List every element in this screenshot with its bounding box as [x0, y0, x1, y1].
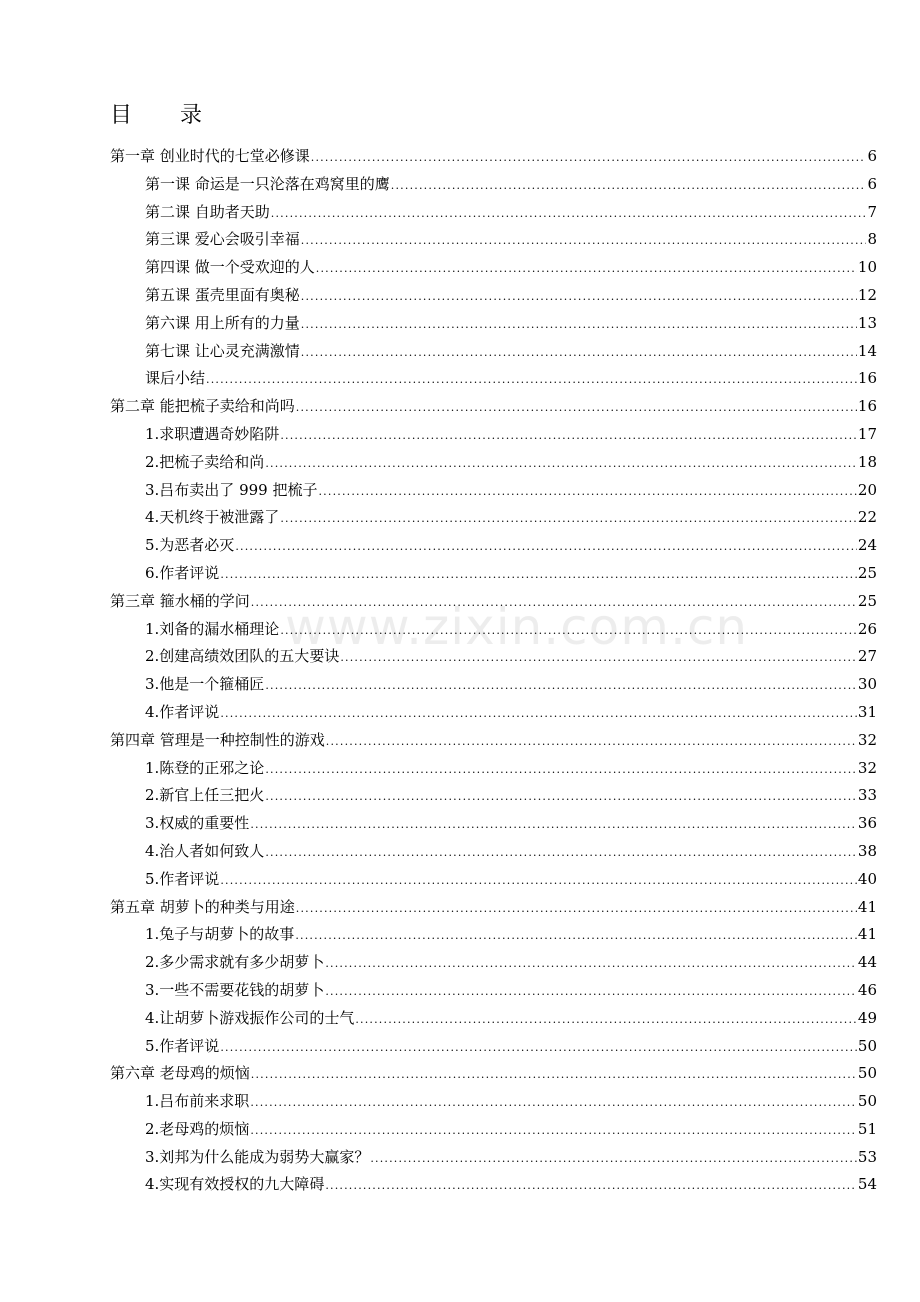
toc-page-number: 36 — [857, 814, 877, 833]
toc-section-entry[interactable] — [110, 560, 877, 588]
toc-leader-dots — [296, 394, 857, 422]
title-char-2: 录 — [180, 103, 203, 128]
toc-leader-dots — [265, 839, 857, 867]
toc-page-number: 49 — [857, 1008, 877, 1027]
toc-section-entry[interactable] — [110, 171, 877, 199]
toc-page-number: 44 — [857, 953, 877, 972]
toc-page-number: 30 — [857, 675, 877, 694]
toc-section-entry[interactable] — [110, 449, 877, 477]
toc-section-entry[interactable] — [110, 949, 877, 977]
toc-page-number: 24 — [857, 536, 877, 555]
toc-page-number: 50 — [857, 1036, 877, 1055]
title-char-1: 目 — [110, 103, 133, 128]
toc-page-number: 40 — [857, 869, 877, 888]
toc-section-entry[interactable] — [110, 977, 877, 1005]
toc-section-entry[interactable] — [110, 838, 877, 866]
toc-entry-label: 2.老母鸡的烦恼 — [145, 1119, 250, 1138]
toc-section-entry[interactable] — [110, 1005, 877, 1033]
toc-page-number: 17 — [857, 424, 877, 443]
toc-page-number: 31 — [857, 702, 877, 721]
toc-entry-label: 第七课 让心灵充满激情 — [145, 341, 300, 360]
toc-chapter-entry[interactable] — [110, 1060, 877, 1088]
toc-entry-label: 2.多少需求就有多少胡萝卜 — [145, 953, 325, 972]
toc-section-entry[interactable] — [110, 477, 877, 505]
toc-entry-label: 3.权威的重要性 — [145, 814, 250, 833]
toc-leader-dots — [280, 505, 857, 533]
toc-page-number: 25 — [857, 591, 877, 610]
toc-page-number: 6 — [867, 174, 877, 193]
toc-entry-label: 第四课 做一个受欢迎的人 — [145, 258, 315, 277]
toc-chapter-entry[interactable] — [110, 894, 877, 922]
toc-leader-dots — [265, 756, 857, 784]
toc-section-entry[interactable] — [110, 755, 877, 783]
toc-page-number: 8 — [867, 230, 877, 249]
toc-leader-dots — [340, 644, 857, 672]
toc-entry-label: 4.实现有效授权的九大障碍 — [145, 1175, 325, 1194]
toc-entry-label: 1.陈登的正邪之论 — [145, 758, 265, 777]
toc-leader-dots — [318, 478, 856, 506]
toc-entry-label: 4.让胡萝卜游戏振作公司的士气 — [145, 1008, 355, 1027]
toc-entry-label: 4.治人者如何致人 — [145, 841, 265, 860]
table-of-contents — [110, 143, 877, 1199]
toc-leader-dots — [265, 783, 857, 811]
toc-section-entry[interactable] — [110, 226, 877, 254]
toc-page-number: 32 — [857, 730, 877, 749]
toc-page-number: 38 — [857, 841, 877, 860]
toc-leader-dots — [391, 172, 867, 200]
toc-leader-dots — [301, 311, 857, 339]
toc-chapter-entry[interactable] — [110, 588, 877, 616]
toc-entry-label: 第二课 自助者天助 — [145, 202, 270, 221]
toc-entry-label: 5.作者评说 — [145, 869, 220, 888]
toc-entry-label: 3.一些不需要花钱的胡萝卜 — [145, 980, 325, 999]
toc-section-entry[interactable] — [110, 254, 877, 282]
toc-leader-dots — [265, 672, 857, 700]
toc-chapter-entry[interactable] — [110, 143, 877, 171]
toc-entry-label: 3.他是一个箍桶匠 — [145, 675, 265, 694]
toc-entry-label: 2.新官上任三把火 — [145, 786, 265, 805]
toc-leader-dots — [316, 255, 857, 283]
watermark: www.zixin.com.cn — [285, 598, 749, 656]
toc-entry-label: 第六章 老母鸡的烦恼 — [110, 1064, 250, 1083]
toc-entry-label: 1.求职遭遇奇妙陷阱 — [145, 424, 280, 443]
toc-entry-label: 1.吕布前来求职 — [145, 1092, 250, 1111]
toc-leader-dots — [370, 1145, 857, 1173]
toc-leader-dots — [325, 978, 857, 1006]
toc-entry-label: 课后小结 — [145, 369, 206, 388]
toc-page-number: 16 — [857, 397, 877, 416]
toc-section-entry[interactable] — [110, 782, 877, 810]
toc-page-number: 25 — [857, 563, 877, 582]
toc-leader-dots — [301, 339, 857, 367]
toc-leader-dots — [265, 450, 857, 478]
toc-section-entry[interactable] — [110, 310, 877, 338]
toc-entry-label: 4.作者评说 — [145, 702, 220, 721]
toc-chapter-entry[interactable] — [110, 393, 877, 421]
toc-section-entry[interactable] — [110, 1171, 877, 1199]
toc-page-number: 27 — [857, 647, 877, 666]
toc-page-number: 22 — [857, 508, 877, 527]
toc-leader-dots — [250, 1117, 857, 1145]
toc-page-number: 33 — [857, 786, 877, 805]
toc-leader-dots — [301, 227, 867, 255]
toc-page-number: 16 — [857, 369, 877, 388]
toc-section-entry[interactable] — [110, 338, 877, 366]
toc-entry-label: 第一章 创业时代的七堂必修课 — [110, 147, 310, 165]
toc-entry-label: 第二章 能把梳子卖给和尚吗 — [110, 397, 295, 416]
toc-leader-dots — [250, 811, 857, 839]
toc-leader-dots — [206, 366, 857, 394]
toc-leader-dots — [251, 589, 857, 617]
toc-page-number: 32 — [857, 758, 877, 777]
toc-leader-dots — [220, 561, 857, 589]
toc-page-number: 51 — [857, 1119, 877, 1138]
toc-leader-dots — [235, 533, 857, 561]
toc-page-number: 46 — [857, 980, 877, 999]
page-title — [110, 98, 202, 129]
toc-entry-label: 2.创建高绩效团队的五大要诀 — [145, 647, 340, 666]
toc-leader-dots — [250, 1089, 857, 1117]
toc-page-number: 41 — [857, 897, 877, 916]
toc-section-entry[interactable] — [110, 365, 877, 393]
toc-leader-dots — [280, 617, 857, 645]
toc-entry-label: 第五章 胡萝卜的种类与用途 — [110, 897, 295, 916]
toc-section-entry[interactable] — [110, 282, 877, 310]
toc-page-number: 7 — [867, 202, 877, 221]
toc-entry-label: 5.作者评说 — [145, 1036, 220, 1055]
toc-entry-label: 3.刘邦为什么能成为弱势大赢家？ — [145, 1147, 370, 1166]
toc-page-number: 20 — [857, 480, 877, 499]
toc-leader-dots — [251, 1061, 857, 1089]
toc-entry-label: 6.作者评说 — [145, 563, 220, 582]
toc-section-entry[interactable] — [110, 866, 877, 894]
toc-leader-dots — [311, 144, 867, 172]
toc-leader-dots — [301, 283, 857, 311]
toc-section-entry[interactable] — [110, 810, 877, 838]
toc-entry-label: 第六课 用上所有的力量 — [145, 313, 300, 332]
toc-page-number: 41 — [857, 925, 877, 944]
toc-section-entry[interactable] — [110, 532, 877, 560]
toc-page-number: 12 — [857, 285, 877, 304]
toc-leader-dots — [280, 422, 857, 450]
toc-leader-dots — [220, 700, 857, 728]
toc-section-entry[interactable] — [110, 699, 877, 727]
toc-section-entry[interactable] — [110, 616, 877, 644]
toc-chapter-entry[interactable] — [110, 727, 877, 755]
toc-section-entry[interactable] — [110, 1033, 877, 1061]
toc-entry-label: 1.刘备的漏水桶理论 — [145, 619, 280, 638]
toc-leader-dots — [325, 950, 857, 978]
toc-section-entry[interactable] — [110, 1116, 877, 1144]
toc-section-entry[interactable] — [110, 421, 877, 449]
toc-page-number: 10 — [857, 258, 877, 277]
toc-entry-label: 5.为恶者必灭 — [145, 536, 235, 555]
toc-page-number: 54 — [857, 1175, 877, 1194]
toc-entry-label: 第三课 爱心会吸引幸福 — [145, 230, 300, 249]
toc-section-entry[interactable] — [110, 504, 877, 532]
toc-section-entry[interactable] — [110, 921, 877, 949]
toc-page-number: 6 — [867, 147, 877, 165]
toc-page-number: 50 — [857, 1092, 877, 1111]
toc-page-number: 53 — [857, 1147, 877, 1166]
toc-page-number: 26 — [857, 619, 877, 638]
toc-section-entry[interactable] — [110, 199, 877, 227]
toc-entry-label: 第五课 蛋壳里面有奥秘 — [145, 285, 300, 304]
toc-entry-label: 1.兔子与胡萝卜的故事 — [145, 925, 295, 944]
toc-page-number: 14 — [857, 341, 877, 360]
toc-entry-label: 2.把梳子卖给和尚 — [145, 452, 265, 471]
toc-page-number: 13 — [857, 313, 877, 332]
toc-leader-dots — [220, 1034, 857, 1062]
toc-section-entry[interactable] — [110, 1088, 877, 1116]
toc-page-number: 18 — [857, 452, 877, 471]
toc-leader-dots — [220, 867, 857, 895]
toc-page-number: 50 — [857, 1064, 877, 1083]
toc-entry-label: 4.天机终于被泄露了 — [145, 508, 280, 527]
toc-leader-dots — [355, 1006, 857, 1034]
toc-section-entry[interactable] — [110, 671, 877, 699]
toc-section-entry[interactable] — [110, 643, 877, 671]
toc-leader-dots — [295, 922, 857, 950]
toc-entry-label: 3.吕布卖出了 999 把梳子 — [145, 480, 318, 499]
toc-leader-dots — [326, 728, 857, 756]
toc-entry-label: 第三章 箍水桶的学问 — [110, 591, 250, 610]
toc-entry-label: 第一课 命运是一只沦落在鸡窝里的鹰 — [145, 174, 390, 193]
toc-leader-dots — [296, 895, 857, 923]
toc-entry-label: 第四章 管理是一种控制性的游戏 — [110, 730, 325, 749]
toc-section-entry[interactable] — [110, 1144, 877, 1172]
toc-leader-dots — [271, 200, 867, 228]
toc-leader-dots — [325, 1172, 857, 1200]
